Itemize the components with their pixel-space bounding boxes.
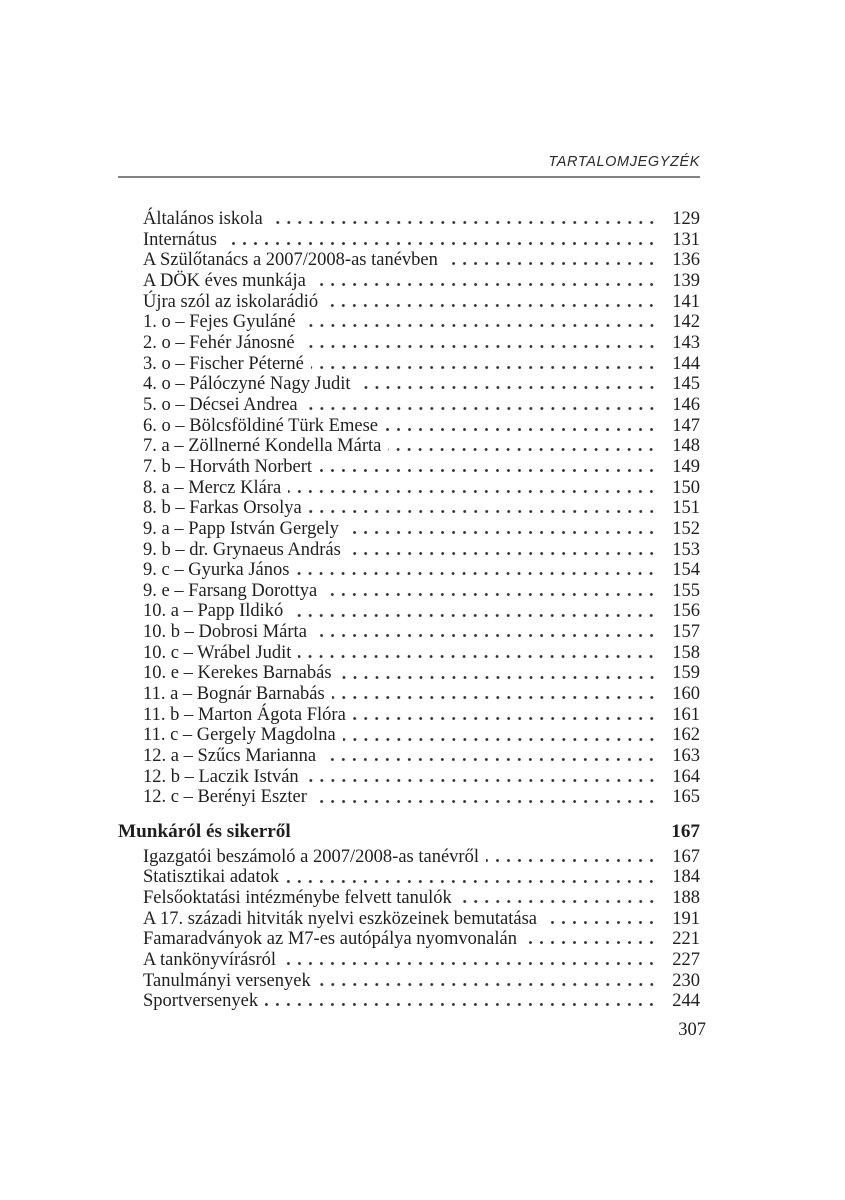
toc-page-number: 188 bbox=[672, 888, 700, 908]
dot-leader bbox=[313, 282, 657, 287]
page-header bbox=[118, 154, 700, 178]
toc-entry-title: 8. a – Mercz Klára bbox=[143, 477, 282, 498]
dot-leader bbox=[346, 530, 657, 535]
dot-leader bbox=[302, 344, 657, 349]
dot-leader bbox=[324, 592, 657, 597]
toc-entry-title: 6. o – Bölcsföldiné Türk Emese bbox=[143, 415, 378, 436]
toc-page-number: 167 bbox=[672, 846, 700, 867]
toc-page-number: 148 bbox=[672, 436, 700, 457]
toc-entry-title: 3. o – Fischer Péterné bbox=[143, 353, 304, 374]
toc-row bbox=[118, 725, 700, 746]
toc-entry-title: Munkáról és sikerről bbox=[118, 821, 291, 843]
toc-row bbox=[118, 498, 700, 519]
toc-page-number: 155 bbox=[672, 580, 700, 601]
dot-leader bbox=[388, 447, 657, 452]
toc-row bbox=[118, 888, 700, 909]
toc-row bbox=[118, 950, 700, 971]
toc-entry-title: 10. e – Kerekes Barnabás bbox=[143, 663, 332, 684]
toc-entry-title: Famaradványok az M7-es autópálya nyomvonalán bbox=[143, 929, 517, 950]
toc-row bbox=[118, 663, 700, 684]
toc-page-number: 141 bbox=[672, 291, 700, 312]
toc-entry-title: Sportversenyek bbox=[143, 991, 259, 1012]
toc-entry-title: 2. o – Fehér Jánosné bbox=[143, 332, 295, 353]
toc-page-number: 161 bbox=[672, 704, 700, 725]
toc-page-number: 159 bbox=[672, 663, 700, 684]
toc-row bbox=[118, 991, 700, 1012]
dot-leader bbox=[459, 899, 657, 904]
toc-row bbox=[118, 929, 700, 950]
toc-entry-title: 9. c – Gyurka János bbox=[143, 560, 290, 581]
toc-page-number: 165 bbox=[672, 787, 700, 808]
toc-page-number: 244 bbox=[672, 991, 700, 1012]
toc-page-number: 150 bbox=[672, 477, 700, 498]
toc-page-number: 167 bbox=[671, 821, 700, 843]
dot-leader bbox=[306, 778, 657, 783]
toc-page-number: 160 bbox=[672, 684, 700, 705]
toc-entry-title: A DÖK éves munkája bbox=[143, 270, 306, 291]
header-rule bbox=[118, 176, 700, 178]
toc-page-number: 147 bbox=[672, 415, 700, 436]
toc-row bbox=[118, 209, 700, 230]
toc-page-number: 221 bbox=[672, 929, 700, 950]
toc-page-number: 143 bbox=[672, 332, 700, 353]
toc-row bbox=[118, 909, 700, 930]
toc-row bbox=[118, 250, 700, 271]
dot-leader bbox=[486, 858, 657, 863]
dot-leader bbox=[290, 613, 657, 618]
dot-leader bbox=[332, 695, 657, 700]
toc-entry-title: 12. b – Laczik István bbox=[143, 766, 299, 787]
toc-page-number: 146 bbox=[672, 394, 700, 415]
dot-leader bbox=[343, 737, 657, 742]
toc-page-number: 158 bbox=[672, 642, 700, 663]
toc-entry-title: Igazgatói beszámoló a 2007/2008-as tanévről bbox=[143, 846, 479, 867]
running-head-title: TARTALOMJEGYZÉK bbox=[548, 154, 700, 170]
dot-leader bbox=[303, 323, 657, 328]
toc-entry-title: 10. c – Wrábel Judit bbox=[143, 642, 292, 663]
toc-page-number: 131 bbox=[672, 229, 700, 250]
toc-page-number: 139 bbox=[672, 270, 700, 291]
dot-leader bbox=[305, 406, 657, 411]
dot-leader bbox=[270, 220, 657, 225]
dot-leader bbox=[348, 551, 657, 556]
toc-row bbox=[118, 622, 700, 643]
toc-entry-title: 12. c – Berényi Eszter bbox=[143, 787, 307, 808]
toc-entry-title: 11. a – Bognár Barnabás bbox=[143, 684, 325, 705]
toc-entry-title: 10. a – Papp Ildikó bbox=[143, 601, 284, 622]
toc-page-number: 153 bbox=[672, 539, 700, 560]
toc-page-number: 191 bbox=[672, 908, 700, 929]
toc-page-number: 145 bbox=[672, 374, 700, 395]
dot-leader bbox=[323, 757, 657, 762]
toc-entry-title: 7. b – Horváth Norbert bbox=[143, 456, 313, 477]
toc-entry-title: 5. o – Décsei Andrea bbox=[143, 394, 298, 415]
toc-entry-title: Felsőoktatási intézménybe felvett tanulók bbox=[143, 888, 452, 908]
toc-row bbox=[118, 457, 700, 478]
toc-entry-title: 11. c – Gergely Magdolna bbox=[143, 725, 336, 746]
toc-row bbox=[118, 705, 700, 726]
toc-row bbox=[118, 746, 700, 767]
toc-row bbox=[118, 271, 700, 292]
toc-entry-title: Internátus bbox=[143, 229, 217, 250]
dot-leader bbox=[283, 961, 657, 966]
toc-page-number: 149 bbox=[672, 456, 700, 477]
dot-leader bbox=[339, 675, 657, 680]
toc-entry-title: Statisztikai adatok bbox=[143, 867, 280, 888]
toc-page-number: 154 bbox=[672, 560, 700, 581]
toc-entry-title: Általános iskola bbox=[143, 209, 263, 229]
toc-row bbox=[118, 767, 700, 788]
toc-page-number: 129 bbox=[672, 209, 700, 229]
toc-row bbox=[118, 601, 700, 622]
toc-entry-title: Újra szól az iskolarádió bbox=[143, 291, 319, 312]
dot-leader bbox=[224, 241, 657, 246]
toc-page-number: 151 bbox=[672, 498, 700, 519]
toc-row bbox=[118, 540, 700, 561]
dot-leader bbox=[314, 633, 657, 638]
toc-page-number: 142 bbox=[672, 312, 700, 333]
toc-row bbox=[118, 519, 700, 540]
dot-leader bbox=[311, 365, 657, 370]
toc-entry-title: 12. a – Szűcs Marianna bbox=[143, 746, 317, 767]
dot-leader bbox=[296, 571, 657, 576]
dot-leader bbox=[265, 1002, 657, 1007]
dot-leader bbox=[298, 833, 657, 838]
dot-leader bbox=[325, 303, 657, 308]
dot-leader bbox=[358, 385, 657, 390]
dot-leader bbox=[314, 799, 657, 804]
toc-entry-title: A tankönyvírásról bbox=[143, 949, 277, 970]
toc-row bbox=[118, 395, 700, 416]
toc-entry-title: 8. b – Farkas Orsolya bbox=[143, 498, 302, 519]
toc-row bbox=[118, 971, 700, 992]
toc-entry-title: 9. b – dr. Grynaeus András bbox=[143, 539, 341, 560]
toc-entry-title: 9. e – Farsang Dorottya bbox=[143, 580, 318, 601]
toc-page-number: 162 bbox=[672, 725, 700, 746]
toc-page-number: 156 bbox=[672, 601, 700, 622]
toc-entry-title: 4. o – Pálóczyné Nagy Judit bbox=[143, 374, 351, 395]
toc-entry-title: A 17. századi hitviták nyelvi eszközeinek bemutatása bbox=[143, 908, 538, 929]
toc-row bbox=[118, 436, 700, 457]
toc-row bbox=[118, 684, 700, 705]
dot-leader bbox=[353, 716, 657, 721]
dot-leader bbox=[286, 879, 657, 884]
dot-leader bbox=[544, 920, 657, 925]
toc-row bbox=[118, 312, 700, 333]
dot-leader bbox=[319, 468, 657, 473]
toc-page-number: 144 bbox=[672, 353, 700, 374]
toc-page-number: 184 bbox=[672, 867, 700, 888]
toc-row bbox=[118, 822, 700, 843]
toc-row bbox=[118, 787, 700, 808]
toc-row bbox=[118, 867, 700, 888]
toc-entry-title: 1. o – Fejes Gyuláné bbox=[143, 312, 296, 333]
toc-page-number: 230 bbox=[672, 970, 700, 991]
toc-row bbox=[118, 292, 700, 313]
toc-entry-title: A Szülőtanács a 2007/2008-as tanévben bbox=[143, 250, 438, 271]
toc-entry-title: 9. a – Papp István Gergely bbox=[143, 518, 339, 539]
toc-row bbox=[118, 333, 700, 354]
toc-page-number: 152 bbox=[672, 518, 700, 539]
toc-row bbox=[118, 847, 700, 868]
toc-row bbox=[118, 581, 700, 602]
toc-page-number: 163 bbox=[672, 746, 700, 767]
toc-page-number: 136 bbox=[672, 250, 700, 271]
toc-entry-title: 11. b – Marton Ágota Flóra bbox=[143, 704, 346, 725]
toc-row bbox=[118, 643, 700, 664]
toc-row bbox=[118, 354, 700, 375]
toc-page-number: 157 bbox=[672, 622, 700, 643]
toc-entry-title: Tanulmányi versenyek bbox=[143, 970, 311, 991]
toc-row bbox=[118, 416, 700, 437]
page-folio: 307 bbox=[678, 1020, 706, 1040]
toc-row bbox=[118, 478, 700, 499]
toc-page-number: 227 bbox=[672, 949, 700, 970]
dot-leader bbox=[524, 940, 657, 945]
dot-leader bbox=[309, 509, 657, 514]
dot-leader bbox=[385, 427, 657, 432]
toc-list bbox=[118, 209, 700, 1012]
toc-row bbox=[118, 230, 700, 251]
dot-leader bbox=[318, 982, 657, 987]
toc-row bbox=[118, 560, 700, 581]
toc-page-number: 164 bbox=[672, 766, 700, 787]
toc-entry-title: 7. a – Zöllnerné Kondella Márta bbox=[143, 436, 382, 457]
dot-leader bbox=[445, 261, 657, 266]
toc-row bbox=[118, 374, 700, 395]
toc-entry-title: 10. b – Dobrosi Márta bbox=[143, 622, 307, 643]
dot-leader bbox=[288, 489, 657, 494]
dot-leader bbox=[298, 654, 657, 659]
